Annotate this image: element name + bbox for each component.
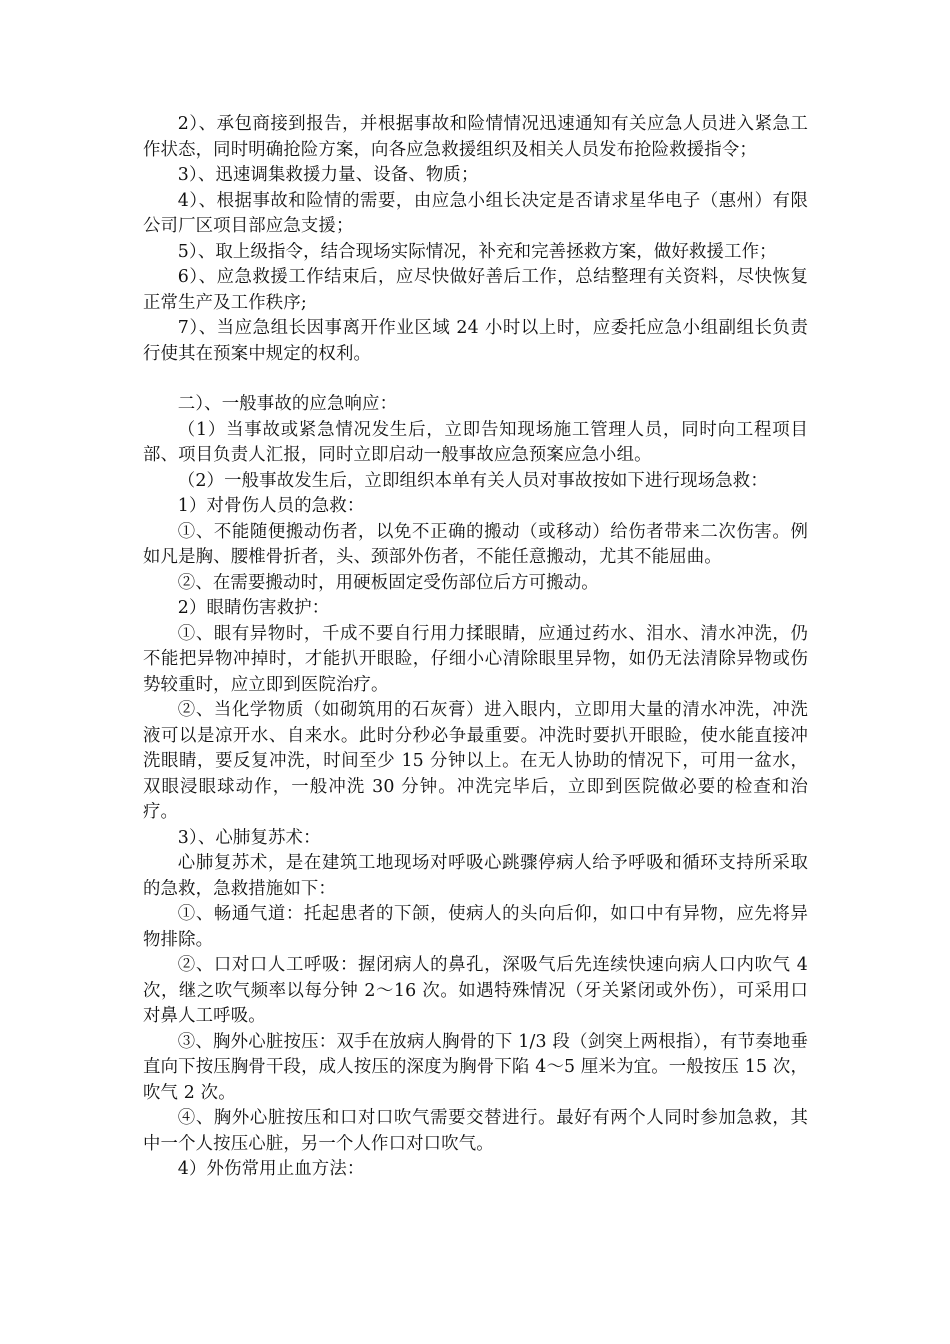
- subheading-bleeding-control: 4）外伤常用止血方法：: [177, 1159, 365, 1179]
- paragraph-step-4: 4）、根据事故和险情的需要，由应急小组长决定是否请求星华电子（惠州）有限公司厂区项目部应急支援；: [143, 190, 808, 236]
- document-page: [143, 112, 808, 1183]
- subheading-fracture-aid: 1）对骨伤人员的急救：: [177, 496, 365, 516]
- paragraph-cpr-2: ②、口对口人工呼吸：握闭病人的鼻孔，深吸气后先连续快速向病人口内吹气 4 次，继之吹气频率以每分钟 2～16 次。如遇特殊情况（牙关紧闭或外伤），可采用口对鼻人工呼吸。: [143, 955, 808, 1026]
- subheading-cpr: 3）、心肺复苏术：: [177, 827, 321, 848]
- paragraph-response-2: （2）一般事故发生后，立即组织本单有关人员对事故按如下进行现场急救：: [177, 470, 768, 491]
- paragraph-cpr-intro: 心肺复苏术，是在建筑工地现场对呼吸心跳骤停病人给予呼吸和循环支持所采取的急救，急救措施如下：: [143, 853, 808, 899]
- paragraph-step-5: 5）、取上级指令，结合现场实际情况，补充和完善拯救方案，做好救援工作；: [177, 241, 777, 262]
- paragraph-eye-2: ②、当化学物质（如砌筑用的石灰膏）进入眼内，立即用大量的清水冲洗，冲洗液可以是凉开水、自来水。此时分秒必争最重要。冲洗时要扒开眼睑，使水能直接冲洗眼睛，要反复冲洗，时间至少 15 分钟以上。在无人协助的情况下，可用一盆水，双眼浸眼球动作，一般冲洗 30 分钟。冲洗完毕后，立即到医院做必要的检查和治疗。: [143, 700, 808, 822]
- paragraph-fracture-1: ①、不能随便搬动伤者，以免不正确的搬动（或移动）给伤者带来二次伤害。例如凡是胸、腰椎骨折者，头、颈部外伤者，不能任意搬动，尤其不能屈曲。: [143, 521, 808, 567]
- paragraph-step-2: 2）、承包商接到报告，并根据事故和险情情况迅速通知有关应急人员进入紧急工作状态，同时明确抢险方案，向各应急救援组织及相关人员发布抢险救援指令；: [143, 114, 808, 160]
- paragraph-response-1: （1）当事故或紧急情况发生后，立即告知现场施工管理人员，同时向工程项目部、项目负责人汇报，同时立即启动一般事故应急预案应急小组。: [143, 419, 808, 465]
- paragraph-step-6: 6）、应急救援工作结束后，应尽快做好善后工作，总结整理有关资料，尽快恢复正常生产及工作秩序;: [143, 267, 808, 313]
- blank-line: [143, 367, 808, 392]
- subheading-eye-injury: 2）眼睛伤害救护：: [177, 598, 330, 618]
- paragraph-step-3: 3）、迅速调集救援力量、设备、物质；: [177, 165, 479, 185]
- section-heading-general-response: 二）、一般事故的应急响应：: [177, 394, 398, 414]
- paragraph-fracture-2: ②、在需要搬动时，用硬板固定受伤部位后方可搬动。: [177, 572, 599, 593]
- paragraph-eye-1: ①、眼有异物时，千成不要自行用力揉眼睛，应通过药水、泪水、清水冲洗，仍不能把异物冲掉时，才能扒开眼睑，仔细小心清除眼里异物，如仍无法清除异物或伤势较重时，应立即到医院治疗。: [143, 623, 808, 695]
- paragraph-cpr-1: ①、畅通气道：托起患者的下颌，使病人的头向后仰，如口中有异物，应先将异物排除。: [143, 904, 808, 950]
- paragraph-cpr-4: ④、胸外心脏按压和口对口吹气需要交替进行。最好有两个人同时参加急救，其中一个人按压心脏，另一个人作口对口吹气。: [143, 1108, 808, 1154]
- paragraph-cpr-3: ③、胸外心脏按压：双手在放病人胸骨的下 1/3 段（剑突上两根指），有节奏地垂直向下按压胸骨干段，成人按压的深度为胸骨下陷 4～5 厘米为宜。一般按压 15 次，吹气 2 次。: [143, 1031, 808, 1103]
- paragraph-step-7: 7）、当应急组长因事离开作业区域 24 小时以上时，应委托应急小组副组长负责行使其在预案中规定的权利。: [143, 318, 808, 364]
